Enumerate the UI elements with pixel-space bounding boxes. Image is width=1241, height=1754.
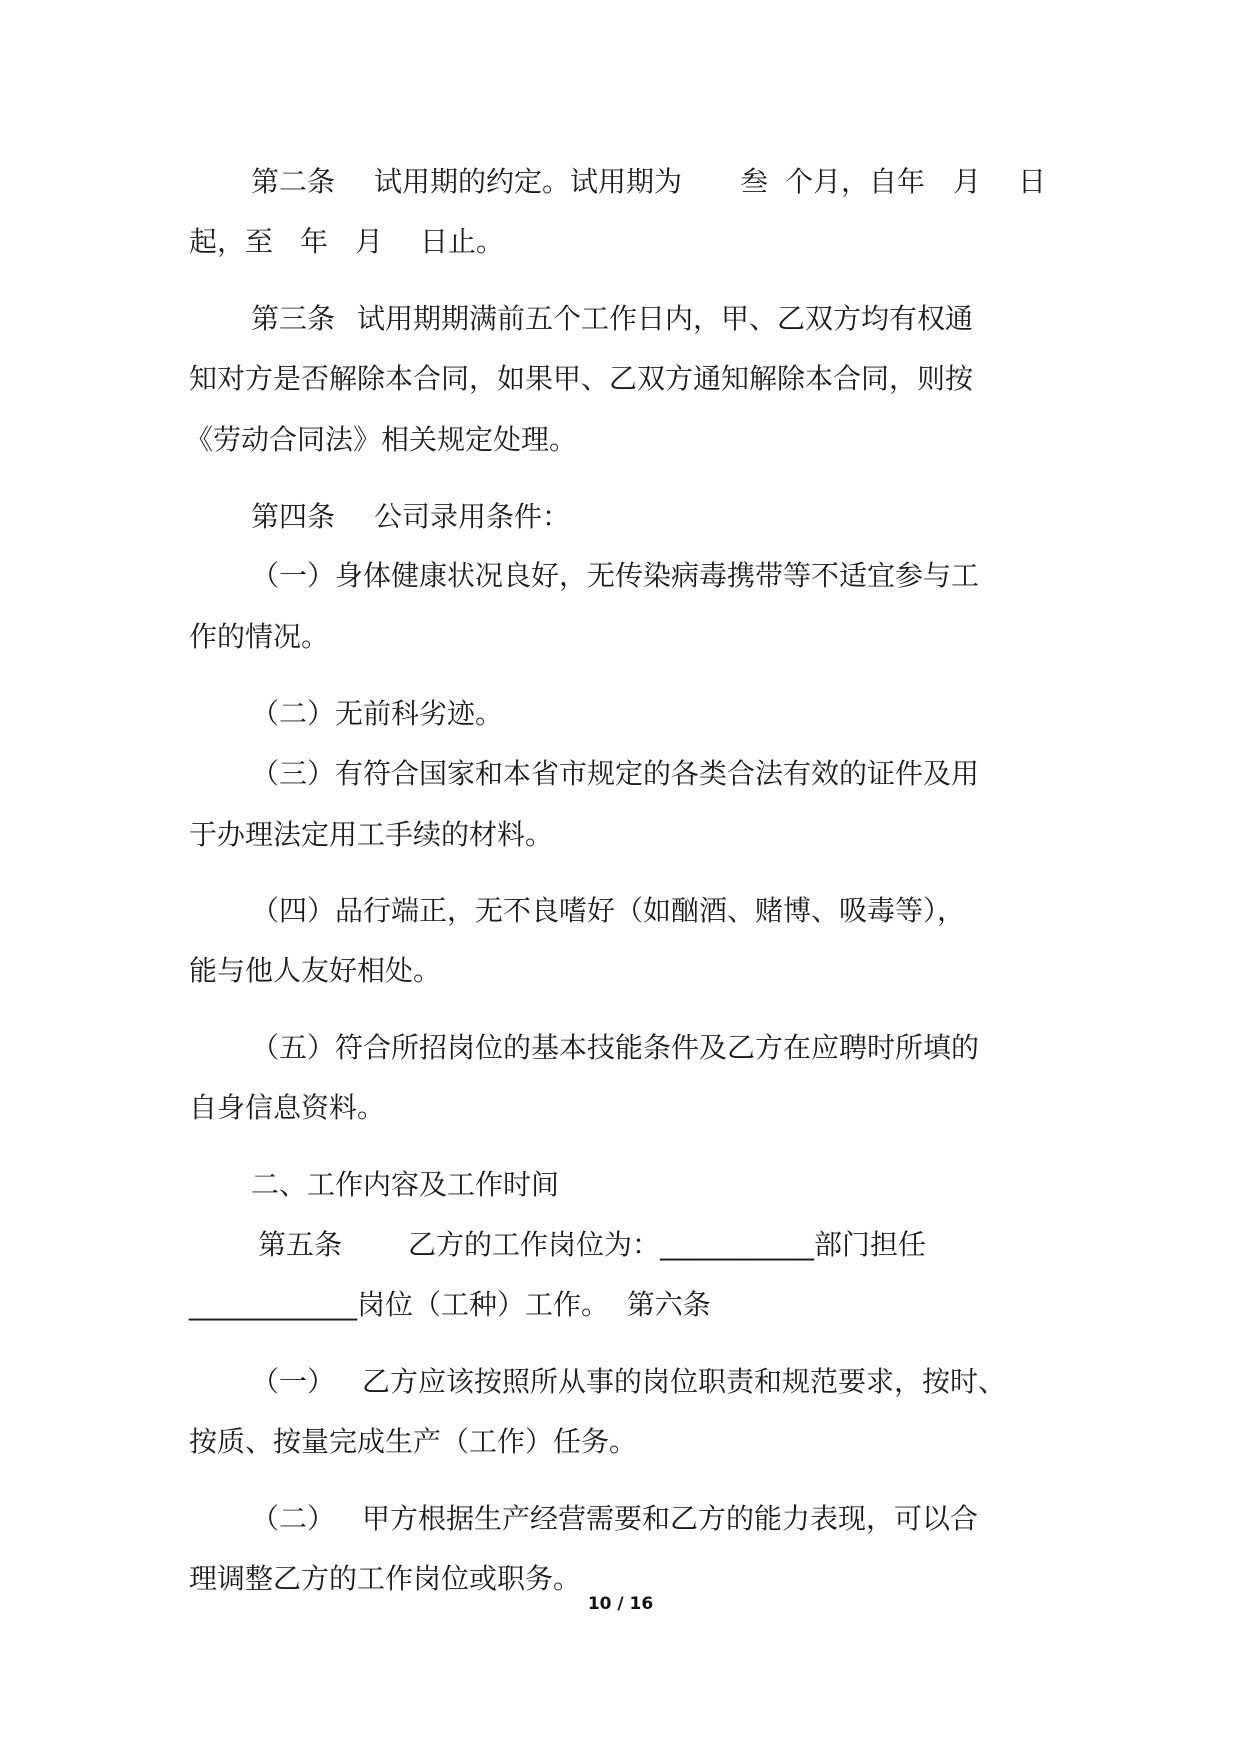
text-segment: （一）身体健康状况良好，无传染病毒携带等不适宜参与工 — [251, 559, 980, 592]
text-segment: 第四条 — [251, 500, 336, 533]
text-segment: 试用期期满前五个工作日内，甲、乙双方均有权通 — [357, 302, 974, 335]
text-segment: （五）符合所招岗位的基本技能条件及乙方在应聘时所填的 — [251, 1031, 980, 1064]
text-segment: 于办理法定用工手续的材料。 — [189, 818, 554, 851]
text-segment: 试用期的约定。试用期为 — [374, 165, 683, 198]
text-segment: 叁 — [740, 165, 769, 198]
text-line — [0, 556, 1241, 596]
text-segment: 月 — [953, 165, 982, 198]
text-segment: 甲方根据生产经营需要和乙方的能力表现，可以合 — [362, 1502, 979, 1535]
text-line — [0, 1285, 1241, 1325]
text-segment: 《劳动合同法》相关规定处理。 — [185, 423, 578, 456]
text-line — [0, 951, 1241, 991]
text-line — [0, 694, 1241, 734]
text-line — [0, 299, 1241, 339]
text-line — [0, 1559, 1241, 1599]
text-line — [0, 162, 1241, 202]
text-line — [0, 891, 1241, 931]
text-line — [0, 1225, 1241, 1265]
text-segment: （二）无前科劣迹。 — [251, 697, 504, 730]
text-segment: 二、工作内容及工作时间 — [251, 1168, 560, 1201]
text-line — [0, 1422, 1241, 1462]
text-line — [0, 1362, 1241, 1402]
text-segment: 乙方应该按照所从事的岗位职责和规范要求，按时、 — [362, 1365, 1007, 1398]
text-line — [0, 1499, 1241, 1539]
text-segment: 个月，自年 — [785, 165, 926, 198]
text-line — [0, 815, 1241, 855]
text-segment: 能与他人友好相处。 — [189, 954, 442, 987]
text-segment: 知对方是否解除本合同，如果甲、乙双方通知解除本合同，则按 — [189, 362, 974, 395]
text-line — [0, 420, 1241, 460]
text-line — [0, 754, 1241, 794]
text-segment: 第二条 — [251, 165, 336, 198]
text-segment: ____________岗位（工种）工作。 第六条 — [189, 1288, 711, 1321]
text-segment: 作的情况。 — [189, 620, 330, 653]
text-segment: （四）品行端正，无不良嗜好（如酗酒、赌博、吸毒等）， — [251, 894, 966, 927]
text-segment: 日 — [1018, 165, 1047, 198]
text-segment: 公司录用条件： — [374, 500, 571, 533]
text-segment: 年 — [300, 225, 329, 258]
text-segment: （一） — [251, 1365, 336, 1398]
text-segment: 第三条 — [251, 302, 336, 335]
text-segment: 按质、按量完成生产（工作）任务。 — [189, 1425, 638, 1458]
text-line — [0, 497, 1241, 537]
text-line — [0, 222, 1241, 262]
text-line — [0, 1088, 1241, 1128]
text-line — [0, 1028, 1241, 1068]
text-segment: （二） — [251, 1502, 336, 1535]
text-segment: 乙方的工作岗位为：___________部门担任 — [408, 1228, 927, 1261]
text-line — [0, 1165, 1241, 1205]
text-segment: （三）有符合国家和本省市规定的各类合法有效的证件及用 — [251, 757, 980, 790]
text-segment: 月 — [355, 225, 384, 258]
text-segment: 理调整乙方的工作岗位或职务。 — [189, 1562, 582, 1595]
text-segment: 第五条 — [258, 1228, 343, 1261]
page-number: 10 / 16 — [587, 1594, 654, 1614]
text-line — [0, 359, 1241, 399]
text-segment: 日止。 — [420, 225, 505, 258]
text-line — [0, 617, 1241, 657]
text-segment: 起，至 — [189, 225, 274, 258]
text-segment: 自身信息资料。 — [189, 1091, 386, 1124]
